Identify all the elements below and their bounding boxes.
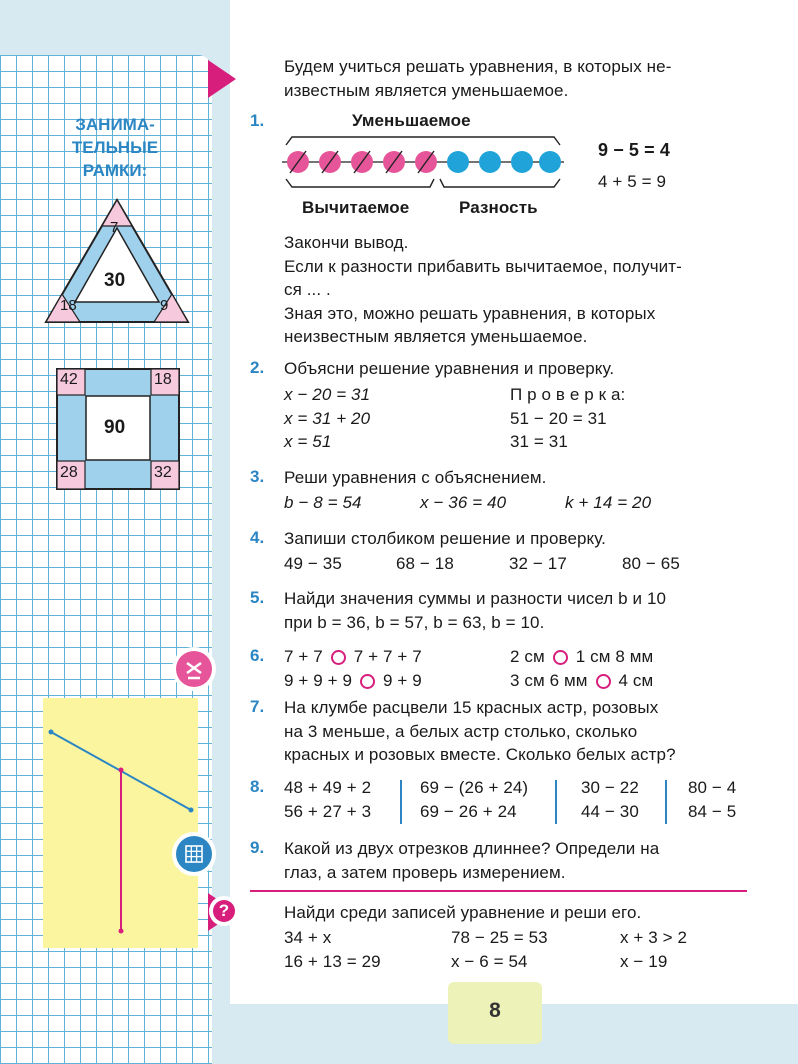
- square-bl-value: 28: [60, 464, 78, 481]
- subtrahend-label: Вычитаемое: [302, 198, 410, 217]
- exercise-6-row: 3 см 6 мм 4 см: [510, 671, 654, 690]
- exercise-number: 2.: [250, 358, 265, 377]
- compare-circle[interactable]: [331, 650, 346, 665]
- exercise-8-col: 80 − 4 84 − 5: [688, 778, 737, 821]
- exercise-number: 7.: [250, 697, 265, 716]
- exercise-1-text: Закончи вывод. Если к разности прибавить вычитаемое, получит- ся ... . Зная это, можно решать уравнения, в которых неизвестным является уменьшаемое.: [284, 233, 682, 346]
- exercise-3-eq: k + 14 = 20: [565, 493, 652, 512]
- exercise-3-eq: x − 36 = 40: [420, 493, 507, 512]
- exercise-8-col: 48 + 49 + 2 56 + 27 + 3: [284, 778, 372, 821]
- section-divider: [250, 890, 747, 892]
- square-center-value: 90: [104, 417, 126, 438]
- marker-triangle-icon: [208, 60, 236, 98]
- triangle-right-value: 9: [160, 297, 169, 314]
- exercise-number: 5.: [250, 588, 265, 607]
- compare-circle[interactable]: [360, 674, 375, 689]
- final-item: 16 + 13 = 29: [284, 952, 381, 971]
- exercise-2-text: Объясни решение уравнения и проверку.: [284, 359, 615, 378]
- column-separator: [665, 780, 667, 824]
- page-number: 8: [448, 982, 542, 1044]
- exercise-number: 6.: [250, 646, 265, 665]
- exercise-4-item: 32 − 17: [509, 554, 567, 573]
- exercise-3-eq: b − 8 = 54: [284, 493, 362, 512]
- exercise-4-text: Запиши столбиком решение и проверку.: [284, 529, 607, 548]
- final-item: 34 + x: [284, 928, 332, 947]
- pair-work-icon: [176, 651, 212, 687]
- question-icon: ?: [213, 900, 235, 922]
- exercise-6-row: 2 см 1 см 8 мм: [510, 647, 654, 666]
- square-tl-value: 42: [60, 371, 78, 388]
- exercise-4-item: 49 − 35: [284, 554, 342, 573]
- exercise-2-solution: x − 20 = 31 x = 31 + 20 x = 51: [284, 385, 371, 451]
- subtraction-beads-diagram: [282, 133, 564, 193]
- triangle-top-value: 7: [110, 219, 119, 236]
- exercise-8-col: 30 − 22 44 − 30: [581, 778, 639, 821]
- exercise-number: 9.: [250, 838, 265, 857]
- final-task-text: Найди среди записей уравнение и реши его.: [284, 903, 642, 922]
- exercise-2-check: П р о в е р к а: 51 − 20 = 31 31 = 31: [510, 385, 626, 451]
- exercise-number: 8.: [250, 777, 265, 796]
- exercise-number: 1.: [250, 111, 265, 130]
- triangle-center-value: 30: [104, 270, 126, 291]
- square-tr-value: 18: [154, 371, 172, 388]
- final-item: x + 3 > 2: [620, 928, 688, 947]
- exercise-4-item: 68 − 18: [396, 554, 454, 573]
- exercise-number: 3.: [250, 467, 265, 486]
- segments-drawing: [43, 698, 198, 948]
- grid-icon: [176, 836, 212, 872]
- exercise-3-text: Реши уравнения с объяснением.: [284, 468, 547, 487]
- exercise-6-row: 7 + 7 7 + 7 + 7: [284, 647, 422, 666]
- triangle-left-value: 18: [60, 297, 77, 314]
- difference-label: Разность: [459, 198, 538, 217]
- exercise-4-item: 80 − 65: [622, 554, 680, 573]
- final-item: x − 6 = 54: [451, 952, 528, 971]
- final-item: x − 19: [620, 952, 668, 971]
- column-separator: [400, 780, 402, 824]
- compare-circle[interactable]: [553, 650, 568, 665]
- exercise-5-text: Найди значения суммы и разности чисел b и 10 при b = 36, b = 57, b = 63, b = 10.: [284, 589, 667, 632]
- compare-circle[interactable]: [596, 674, 611, 689]
- equation-2: 4 + 5 = 9: [598, 172, 667, 191]
- exercise-number: 4.: [250, 528, 265, 547]
- exercise-7-text: На клумбе расцвели 15 красных астр, розовых на 3 меньше, а белых астр столько, сколько красных и розовых вместе. Сколько белых астр?: [284, 698, 676, 764]
- square-br-value: 32: [154, 464, 172, 481]
- minuend-label: Уменьшаемое: [352, 111, 471, 130]
- exercise-8-col: 69 − (26 + 24) 69 − 26 + 24: [420, 778, 529, 821]
- column-separator: [555, 780, 557, 824]
- exercise-6-row: 9 + 9 + 9 9 + 9: [284, 671, 422, 690]
- exercise-9-text: Какой из двух отрезков длиннее? Определи на глаз, а затем проверь измерением.: [284, 839, 660, 882]
- final-item: 78 − 25 = 53: [451, 928, 548, 947]
- intro-text: Будем учиться решать уравнения, в которых не- известным является уменьшаемое.: [284, 57, 672, 100]
- frames-title: ЗАНИМА- ТЕЛЬНЫЕ РАМКИ:: [71, 115, 159, 180]
- equation-1: 9 − 5 = 4: [598, 140, 670, 160]
